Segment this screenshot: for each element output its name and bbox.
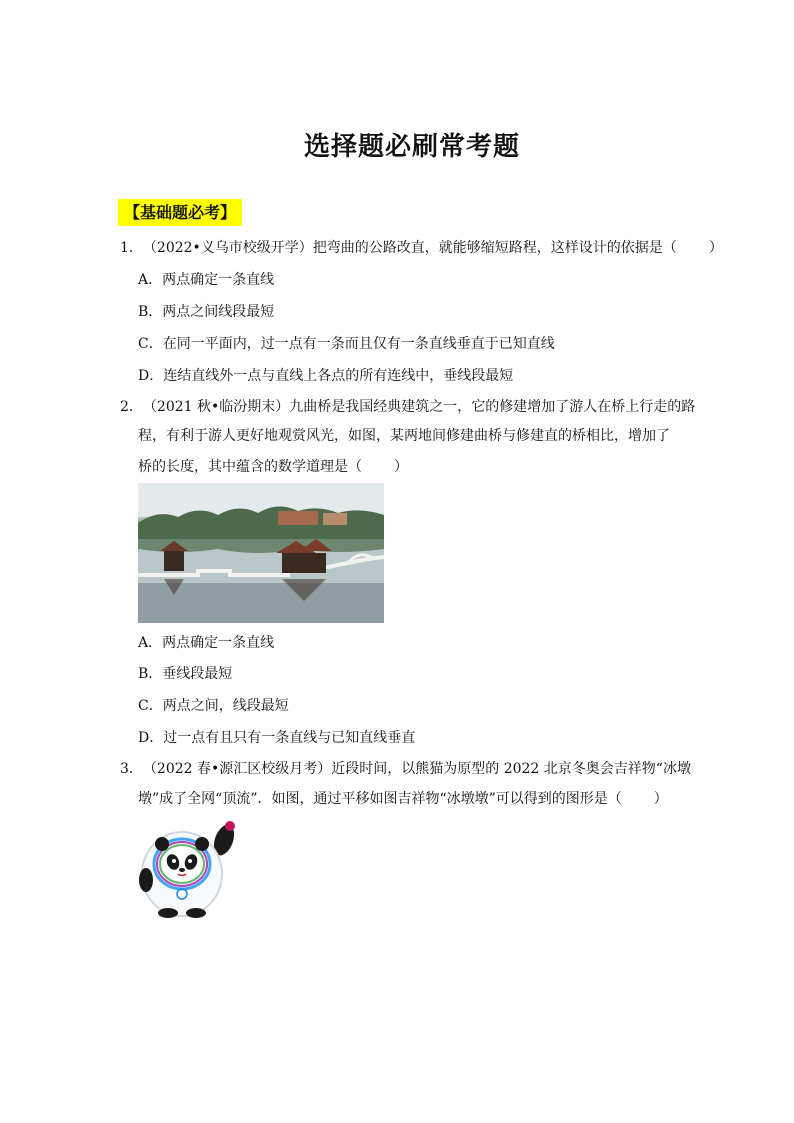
option-a: A．两点确定一条直线 xyxy=(138,635,275,651)
question-3-line-2: 墩”成了全网“顶流”．如图，通过平移如图吉祥物“冰墩墩”可以得到的图形是（ ） xyxy=(138,791,668,807)
option-c: C．两点之间，线段最短 xyxy=(138,698,289,714)
question-number: 1． xyxy=(120,240,143,256)
question-1-line-1: 1．（2022•义乌市校级开学）把弯曲的公路改直，就能够缩短路程，这样设计的依据是（ ） xyxy=(120,240,723,256)
section-tag: 【基础题必考】 xyxy=(118,199,242,226)
bing-dwen-dwen-mascot-image xyxy=(138,818,244,918)
option-d: D．过一点有且只有一条直线与已知直线垂直 xyxy=(138,730,416,746)
option-b: B．垂线段最短 xyxy=(138,666,233,682)
question-3-line-1: 3．（2022 春•源汇区校级月考）近段时间，以熊猫为原型的 2022 北京冬奥会吉祥物“冰墩 xyxy=(120,761,691,777)
page-title: 选择题必刷常考题 xyxy=(303,132,520,162)
question-number: 3． xyxy=(120,761,143,777)
question-2-line-3: 桥的长度，其中蕴含的数学道理是（ ） xyxy=(138,459,408,475)
question-2-line-2: 程，有利于游人更好地观赏风光，如图，某两地间修建曲桥与修建直的桥相比，增加了 xyxy=(138,428,670,444)
question-number: 2． xyxy=(120,399,143,415)
question-2-line-1: 2．（2021 秋•临汾期末）九曲桥是我国经典建筑之一，它的修建增加了游人在桥上行走的路 xyxy=(120,399,696,415)
option-d: D．连结直线外一点与直线上各点的所有连线中，垂线段最短 xyxy=(138,368,514,384)
option-a: A．两点确定一条直线 xyxy=(138,272,275,288)
option-c: C．在同一平面内，过一点有一条而且仅有一条直线垂直于已知直线 xyxy=(138,336,555,352)
nine-bend-bridge-photo xyxy=(138,483,384,623)
option-b: B．两点之间线段最短 xyxy=(138,304,275,320)
